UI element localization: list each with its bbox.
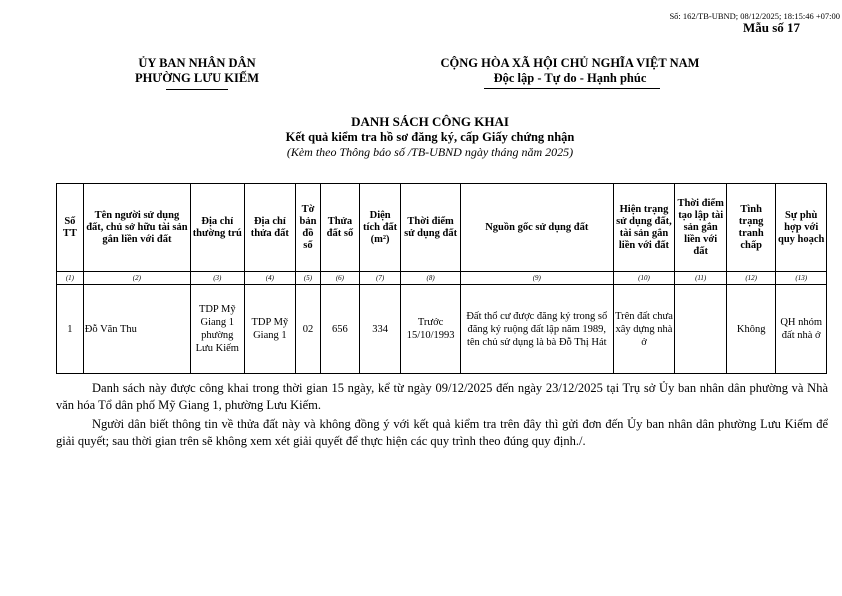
cell-use-since: Trước 15/10/1993	[401, 285, 461, 374]
cell-current-state: Trên đất chưa xây dựng nhà ở	[613, 285, 675, 374]
table-header-row	[57, 184, 827, 272]
cell-parcel-address: TDP Mỹ Giang 1	[244, 285, 296, 374]
col-index: (1)	[57, 272, 84, 285]
col-header: Thửa đất số	[320, 184, 359, 272]
col-header: Thời điểm sử dụng đất	[401, 184, 461, 272]
col-index: (3)	[190, 272, 244, 285]
cell-dispute: Không	[726, 285, 775, 374]
col-index: (2)	[83, 272, 190, 285]
cell-planning: QH nhóm đất nhà ở	[776, 285, 827, 374]
col-index: (10)	[613, 272, 675, 285]
col-header: Số TT	[57, 184, 84, 272]
col-header: Tên người sử dụng đất, chủ sở hữu tài sản gắn liền với đất	[83, 184, 190, 272]
cell-parcel-no: 656	[320, 285, 359, 374]
issuer-header	[88, 56, 306, 86]
col-header: Sự phù hợp với quy hoạch	[776, 184, 827, 272]
cell-residence: TDP Mỹ Giang 1 phường Lưu Kiếm	[190, 285, 244, 374]
col-header: Hiện trạng sử dụng đất, tài sản gắn liền với đất	[613, 184, 675, 272]
nation-header	[400, 56, 740, 86]
signature-stamp: Số: 162/TB-UBND; 08/12/2025; 18:15:46 +07:00	[669, 11, 840, 21]
col-header: Tờ bản đồ số	[296, 184, 321, 272]
col-header: Diện tích đất (m²)	[360, 184, 401, 272]
document-title: DANH SÁCH CÔNG KHAI	[351, 114, 509, 129]
notice-paragraph: Danh sách này được công khai trong thời gian 15 ngày, kể từ ngày 09/12/2025 đến ngày 23/12/2025 tại Trụ sở Ủy ban nhân dân phường và Nhà văn hóa Tổ dân phố Mỹ Giang 1, phường Lưu Kiếm.	[56, 381, 828, 412]
col-header: Nguồn gốc sử dụng đất	[461, 184, 614, 272]
issuer-underline	[166, 89, 228, 90]
title-block	[180, 114, 680, 160]
cell-asset-time	[675, 285, 727, 374]
col-header: Địa chỉ thường trú	[190, 184, 244, 272]
form-number: Mẫu số 17	[742, 20, 800, 35]
col-index: (9)	[461, 272, 614, 285]
objection-paragraph: Người dân biết thông tin về thửa đất này và không đồng ý với kết quả kiểm tra trên đây thì gửi đơn đến Ủy ban nhân dân phường Lưu Kiếm để giải quyết; sau thời gian trên sẽ không xem xét giải quyết để thực hiện các quy trình theo đúng quy định./.	[56, 417, 828, 448]
col-index: (12)	[726, 272, 775, 285]
col-index: (5)	[296, 272, 321, 285]
document-subtitle: Kết quả kiểm tra hồ sơ đăng ký, cấp Giấy chứng nhận	[285, 130, 575, 144]
table-row	[57, 285, 827, 374]
column-index-row	[57, 272, 827, 285]
col-index: (8)	[401, 272, 461, 285]
col-header: Tình trạng tranh chấp	[726, 184, 775, 272]
issuer-line-1: ỦY BAN NHÂN DÂN	[138, 56, 256, 70]
cell-origin: Đất thổ cư được đăng ký trong sổ đăng ký ruộng đất lập năm 1989, tên chủ sử dụng là bà Đỗ Thị Hát	[461, 285, 614, 374]
nation-line-1: CỘNG HÒA XÃ HỘI CHỦ NGHĨA VIỆT NAM	[440, 56, 700, 70]
motto-underline	[484, 88, 660, 89]
col-index: (4)	[244, 272, 296, 285]
nation-motto: Độc lập - Tự do - Hạnh phúc	[493, 71, 647, 85]
issuer-line-2: PHƯỜNG LƯU KIẾM	[134, 71, 260, 85]
public-list-table	[56, 183, 827, 374]
cell-map-sheet: 02	[296, 285, 321, 374]
col-index: (6)	[320, 272, 359, 285]
col-index: (11)	[675, 272, 727, 285]
cell-area: 334	[360, 285, 401, 374]
cell-stt: 1	[57, 285, 84, 374]
attachment-note: (Kèm theo Thông báo số /TB-UBND ngày tháng năm 2025)	[286, 145, 574, 159]
cell-name: Đỗ Văn Thu	[83, 285, 190, 374]
col-index: (7)	[360, 272, 401, 285]
col-header: Địa chỉ thửa đất	[244, 184, 296, 272]
col-header: Thời điểm tạo lập tài sản gắn liền với đất	[675, 184, 727, 272]
col-index: (13)	[776, 272, 827, 285]
